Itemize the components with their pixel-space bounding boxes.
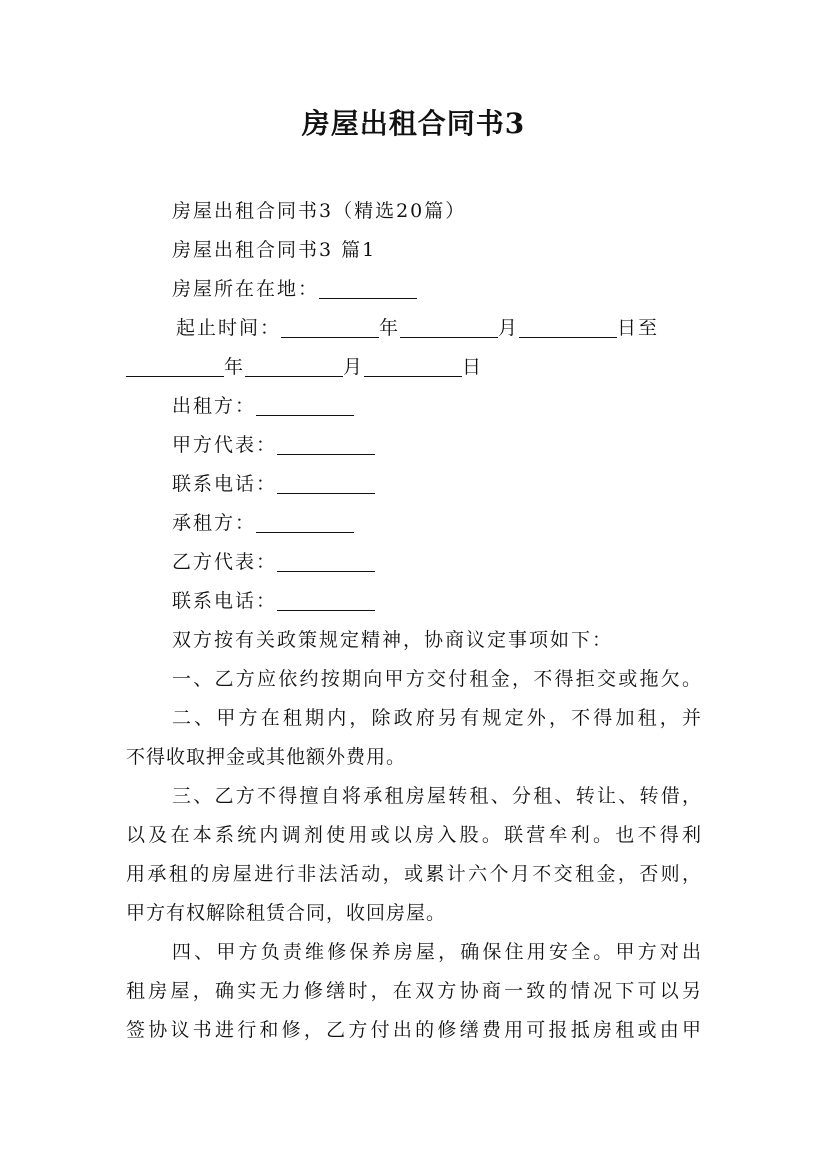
part-heading: 房屋出租合同书3 篇1 bbox=[172, 239, 377, 261]
end-month-blank bbox=[245, 354, 343, 377]
party-a-rep-label: 甲方代表： bbox=[172, 434, 278, 456]
phone-b-blank bbox=[277, 588, 375, 611]
start-month-label: 月 bbox=[498, 317, 520, 339]
phone-a-line bbox=[126, 465, 702, 504]
period-line bbox=[126, 309, 702, 348]
location-blank bbox=[319, 276, 417, 299]
clause-2-line-1: 二、甲方在租期内，除政府另有规定外，不得加租，并 bbox=[172, 707, 702, 729]
party-b-rep-blank bbox=[277, 549, 375, 572]
end-day-blank bbox=[364, 354, 462, 377]
lessor-line bbox=[126, 387, 702, 426]
start-day-blank bbox=[519, 315, 617, 338]
intro-paragraph: 双方按有关政策规定精神，协商议定事项如下： bbox=[172, 629, 614, 651]
clause-4-line-3: 签协议书进行和修，乙方付出的修缮费用可报抵房租或由甲 bbox=[126, 1019, 702, 1041]
lessee-line bbox=[126, 504, 702, 543]
party-b-rep-label: 乙方代表： bbox=[172, 551, 278, 573]
document-body bbox=[126, 192, 702, 1050]
clause-4-line-2: 租房屋，确实无力修缮时，在双方协商一致的情况下可以另 bbox=[126, 980, 702, 1002]
end-year-label: 年 bbox=[224, 356, 246, 378]
clause-3-line-4: 甲方有权解除租赁合同，收回房屋。 bbox=[126, 902, 447, 924]
clause-2-line-2: 不得收取押金或其他额外费用。 bbox=[126, 746, 407, 768]
clause-1: 一、乙方应依约按期向甲方交付租金，不得拒交或拖欠。 bbox=[172, 668, 702, 690]
document-title: 房屋出租合同书3 bbox=[301, 107, 526, 140]
party-a-rep-line bbox=[126, 426, 702, 465]
lessor-blank bbox=[256, 393, 354, 416]
lessee-label: 承租方： bbox=[172, 512, 257, 534]
phone-a-label: 联系电话： bbox=[172, 473, 278, 495]
end-year-blank bbox=[126, 354, 224, 377]
clause-3-line-1: 三、乙方不得擅自将承租房屋转租、分租、转让、转借， bbox=[172, 785, 702, 807]
clause-3-line-3: 用承租的房屋进行非法活动，或累计六个月不交租金，否则， bbox=[126, 863, 702, 885]
end-day-label: 日 bbox=[462, 356, 484, 378]
lessor-label: 出租方： bbox=[172, 395, 257, 417]
phone-a-blank bbox=[277, 471, 375, 494]
end-month-label: 月 bbox=[343, 356, 365, 378]
start-year-label: 年 bbox=[379, 317, 401, 339]
period-line-end bbox=[126, 348, 702, 387]
subtitle-line: 房屋出租合同书3（精选20篇） bbox=[172, 200, 467, 222]
lessee-blank bbox=[256, 510, 354, 533]
phone-b-label: 联系电话： bbox=[172, 590, 278, 612]
location-line bbox=[126, 270, 702, 309]
clause-3-line-2: 以及在本系统内调剂使用或以房入股。联营牟利。也不得利 bbox=[126, 824, 702, 846]
start-year-blank bbox=[281, 315, 379, 338]
party-a-rep-blank bbox=[277, 432, 375, 455]
location-label: 房屋所在在地： bbox=[172, 278, 320, 300]
start-month-blank bbox=[400, 315, 498, 338]
party-b-rep-line bbox=[126, 543, 702, 582]
phone-b-line bbox=[126, 582, 702, 621]
period-label: 起止时间： bbox=[176, 317, 282, 339]
start-day-label: 日至 bbox=[617, 317, 660, 339]
clause-4-line-1: 四、甲方负责维修保养房屋，确保住用安全。甲方对出 bbox=[172, 941, 702, 963]
